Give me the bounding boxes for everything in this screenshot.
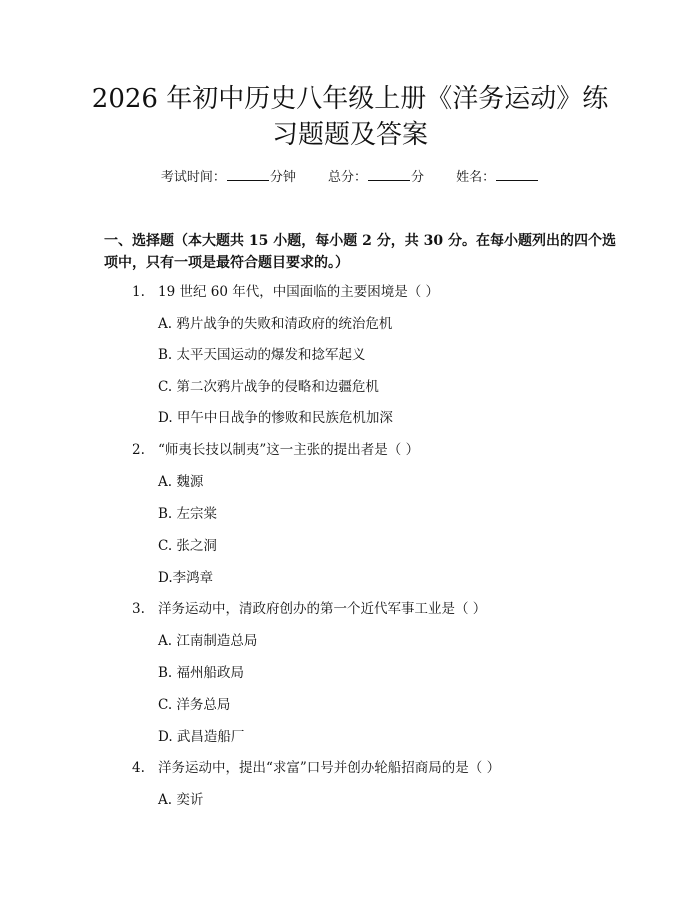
question-3-option-d: D. 武昌造船厂 — [158, 729, 245, 745]
exam-info-row — [0, 168, 700, 188]
question-4-option-a: A. 奕䜣 — [158, 792, 204, 808]
question-number: 3. — [132, 601, 145, 617]
total-score-unit: 分 — [411, 170, 425, 185]
question-3-option-a: A. 江南制造总局 — [158, 633, 258, 649]
question-text: “师夷长技以制夷”这一主张的提出者是（ ） — [158, 442, 420, 458]
question-text: 洋务运动中，清政府创办的第一个近代军事工业是（ ） — [158, 601, 487, 617]
question-2-option-a: A. 魏源 — [158, 474, 204, 490]
question-3-option-b: B. 福州船政局 — [158, 665, 245, 681]
question-2-option-d: D.李鸿章 — [158, 570, 214, 586]
question-text: 洋务运动中，提出“求富”口号并创办轮船招商局的是（ ） — [158, 760, 501, 776]
question-2-option-c: C. 张之洞 — [158, 538, 217, 554]
total-score-label: 总分： — [327, 170, 367, 185]
student-name-label: 姓名： — [456, 170, 496, 185]
exam-time-unit: 分钟 — [269, 170, 296, 185]
total-score-blank — [368, 168, 410, 181]
section-heading-line-1: 一、选择题（本大题共 15 小题，每小题 2 分，共 30 分。在每小题列出的四个选 — [104, 233, 616, 249]
question-1-option-a: A. 鸦片战争的失败和清政府的统治危机 — [158, 316, 393, 332]
question-1-option-b: B. 太平天国运动的爆发和捻军起义 — [158, 347, 366, 363]
question-2-option-b: B. 左宗棠 — [158, 506, 218, 522]
question-text: 19 世纪 60 年代，中国面临的主要困境是（ ） — [158, 284, 440, 300]
question-1-option-c: C. 第二次鸦片战争的侵略和边疆危机 — [158, 379, 379, 395]
exam-time — [161, 168, 296, 188]
document-title-line-2: 习题题及答案 — [271, 120, 428, 150]
question-number: 1. — [132, 284, 145, 300]
total-score — [328, 168, 424, 188]
document-title-line-1: 2026 年初中历史八年级上册《洋务运动》练 — [91, 84, 609, 114]
exam-time-blank — [227, 168, 269, 181]
section-heading — [104, 230, 624, 274]
section-heading-line-2: 项中，只有一项是最符合题目要求的。） — [104, 255, 349, 271]
question-1 — [132, 282, 439, 302]
student-name — [456, 168, 539, 188]
question-2 — [132, 440, 419, 460]
exam-time-label: 考试时间： — [160, 170, 226, 185]
question-3-option-c: C. 洋务总局 — [158, 697, 231, 713]
question-number: 4. — [132, 760, 145, 776]
question-3 — [132, 599, 486, 619]
question-1-option-d: D. 甲午中日战争的惨败和民族危机加深 — [158, 410, 393, 426]
question-number: 2. — [132, 442, 145, 458]
question-4 — [132, 758, 500, 778]
student-name-blank — [496, 168, 538, 181]
